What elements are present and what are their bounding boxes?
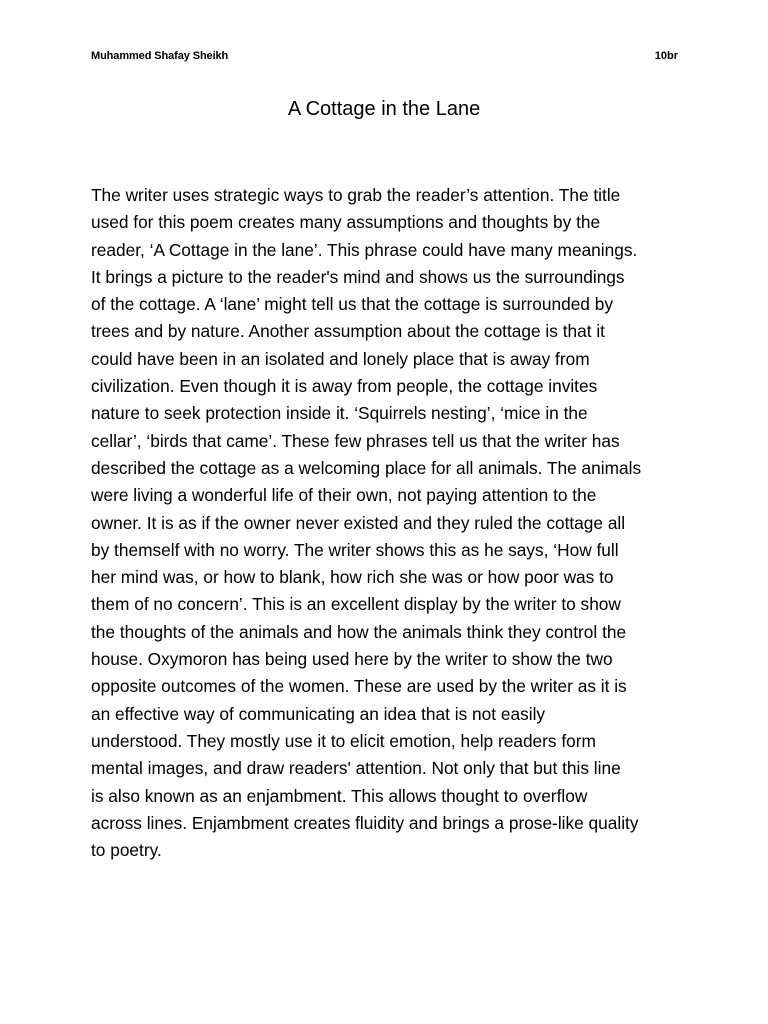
header-class-label: 10br: [654, 50, 678, 62]
paragraph-line: The writer uses strategic ways to grab the reader’s attention. The title: [91, 185, 621, 205]
paragraph-line: by themself with no worry. The writer shows this as he says, ‘How full: [91, 539, 619, 560]
paragraph-line: described the cottage as a welcoming place for all animals. The animals: [91, 457, 642, 478]
paragraph-line: to poetry.: [91, 840, 162, 861]
paragraph-line: an effective way of communicating an idea that is not easily: [91, 703, 546, 724]
paragraph-line: is also known as an enjambment. This allows thought to overflow: [91, 785, 588, 806]
paragraph-line: owner. It is as if the owner never existed and they ruled the cottage all: [91, 512, 626, 533]
paragraph-line: understood. They mostly use it to elicit emotion, help readers form: [91, 730, 596, 751]
paragraph-line: of the cottage. A ‘lane’ might tell us that the cottage is surrounded by: [91, 294, 613, 315]
paragraph-line: could have been in an isolated and lonely place that is away from: [91, 348, 590, 369]
paragraph-line: opposite outcomes of the women. These are used by the writer as it is: [91, 676, 627, 697]
paragraph-line: her mind was, or how to blank, how rich she was or how poor was to: [91, 567, 614, 588]
document-title: A Cottage in the Lane: [287, 98, 481, 120]
paragraph-line: mental images, and draw readers' attention. Not only that but this line: [91, 758, 621, 779]
paragraph-line: It brings a picture to the reader's mind and shows us the surroundings: [91, 266, 625, 287]
essay-paragraph: [91, 182, 681, 864]
header-author-name: Muhammed Shafay Sheikh: [91, 50, 229, 62]
paragraph-line: them of no concern’. This is an excellent display by the writer to show: [91, 594, 621, 615]
paragraph-line: trees and by nature. Another assumption about the cottage is that it: [91, 321, 605, 342]
paragraph-line: reader, ‘A Cottage in the lane’. This phrase could have many meanings.: [91, 239, 638, 260]
paragraph-line: the thoughts of the animals and how the animals think they control the: [91, 621, 627, 642]
paragraph-line: house. Oxymoron has being used here by the writer to show the two: [91, 649, 613, 670]
paragraph-line: were living a wonderful life of their own, not paying attention to the: [91, 485, 597, 506]
paragraph-line: nature to seek protection inside it. ‘Squirrels nesting’, ‘mice in the: [91, 403, 588, 424]
paragraph-line: used for this poem creates many assumptions and thoughts by the: [91, 212, 601, 233]
paragraph-line: civilization. Even though it is away from people, the cottage invites: [91, 376, 598, 397]
paragraph-line: cellar’, ‘birds that came’. These few phrases tell us that the writer has: [91, 430, 620, 451]
paragraph-line: across lines. Enjambment creates fluidity and brings a prose-like quality: [91, 812, 639, 833]
